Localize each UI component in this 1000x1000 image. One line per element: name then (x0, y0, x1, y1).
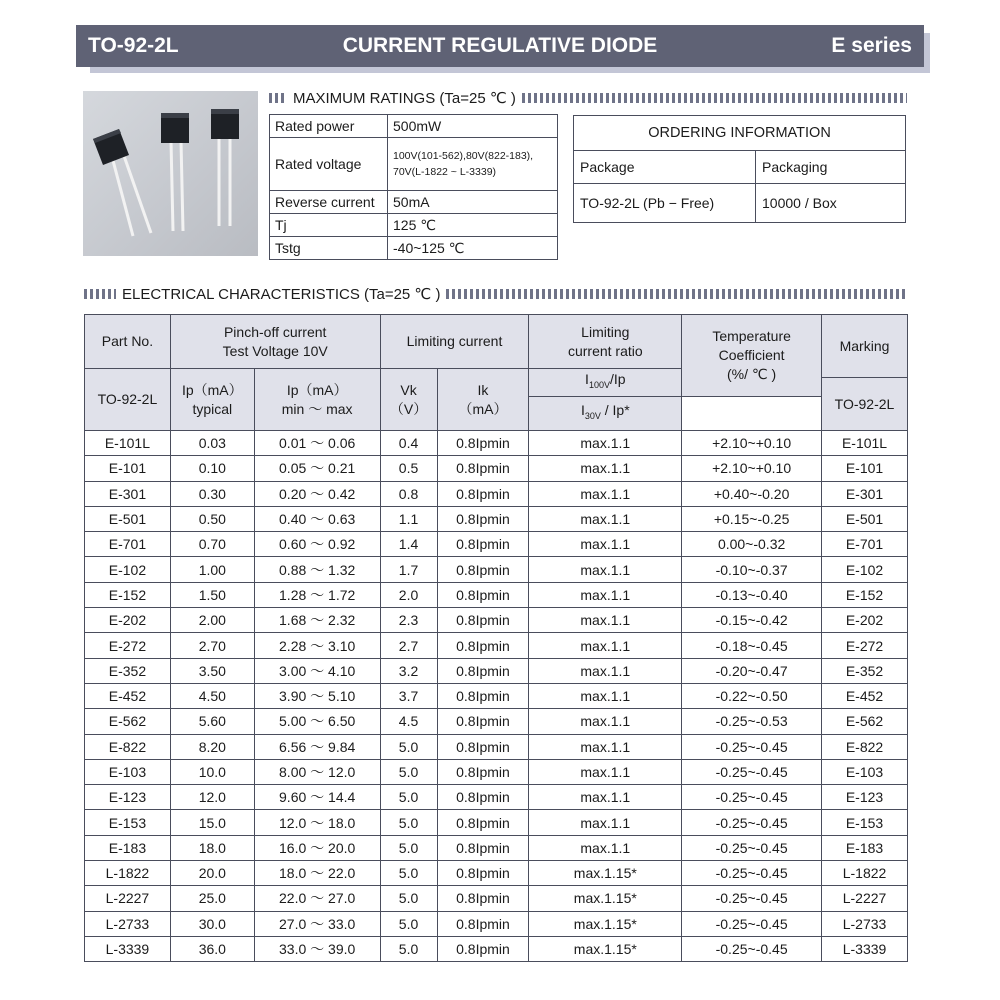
ik-line2: （mA） (458, 400, 508, 417)
cell-ik: 0.8Ipmin (437, 810, 529, 835)
cell-ik: 0.8Ipmin (437, 532, 529, 557)
rating-value (388, 138, 558, 191)
cell-vk: 2.7 (380, 633, 437, 658)
cell-ik: 0.8Ipmin (437, 911, 529, 936)
cell-vk: 1.1 (380, 506, 437, 531)
cell-vk: 5.0 (380, 810, 437, 835)
table-row (85, 481, 908, 506)
cell-vk: 5.0 (380, 734, 437, 759)
cell-ip-typical: 0.50 (170, 506, 254, 531)
cell-current-ratio: max.1.15* (529, 886, 682, 911)
table-row (270, 115, 558, 138)
cell-part-no: E-501 (85, 506, 171, 531)
cell-marking: L-3339 (822, 936, 908, 961)
rating-value: 50mA (388, 191, 558, 214)
cell-temp-coefficient: -0.25~-0.45 (682, 810, 822, 835)
cell-part-no: E-152 (85, 582, 171, 607)
cell-ip-range: 0.40 ～ 0.63 (254, 506, 380, 531)
cell-vk: 4.5 (380, 709, 437, 734)
product-photo (83, 91, 258, 256)
header-vk (380, 369, 437, 431)
cell-vk: 0.4 (380, 431, 437, 456)
cell-current-ratio: max.1.1 (529, 506, 682, 531)
cell-ip-range: 0.20 ～ 0.42 (254, 481, 380, 506)
table-row (85, 456, 908, 481)
cell-part-no: E-153 (85, 810, 171, 835)
table-row (85, 532, 908, 557)
cell-ip-typical: 20.0 (170, 861, 254, 886)
ordering-packaging-value: 10000 / Box (756, 184, 906, 223)
cell-marking: E-152 (822, 582, 908, 607)
ip-range-line1: Ip（mA） (286, 381, 348, 398)
cell-ip-typical: 0.10 (170, 456, 254, 481)
heading-dash (522, 93, 907, 103)
cell-ip-range: 16.0 ～ 20.0 (254, 835, 380, 860)
heading-dash (269, 93, 287, 103)
table-row (270, 138, 558, 191)
header-temperature-coefficient (682, 315, 822, 397)
rating-label: Tstg (270, 237, 388, 260)
cell-current-ratio: max.1.1 (529, 431, 682, 456)
table-row (85, 608, 908, 633)
cell-temp-coefficient: -0.22~-0.50 (682, 683, 822, 708)
cell-ik: 0.8Ipmin (437, 886, 529, 911)
table-row (85, 936, 908, 961)
table-row (85, 683, 908, 708)
cell-temp-coefficient: -0.25~-0.45 (682, 936, 822, 961)
diode-components-illustration (83, 91, 258, 256)
ratio-line2: current ratio (567, 342, 643, 359)
cell-ip-typical: 12.0 (170, 785, 254, 810)
cell-current-ratio: max.1.1 (529, 759, 682, 784)
cell-marking: E-202 (822, 608, 908, 633)
cell-marking: E-101 (822, 456, 908, 481)
cell-vk: 0.5 (380, 456, 437, 481)
cell-marking: E-822 (822, 734, 908, 759)
ip-range-line2: min ～ max (281, 400, 353, 417)
max-ratings-heading (269, 89, 907, 107)
table-row (85, 709, 908, 734)
cell-temp-coefficient: -0.25~-0.45 (682, 785, 822, 810)
cell-ip-range: 8.00 ～ 12.0 (254, 759, 380, 784)
rated-voltage-line2: 70V(L-1822 ~ L-3339) (393, 166, 497, 178)
table-row (85, 734, 908, 759)
cell-ik: 0.8Ipmin (437, 861, 529, 886)
cell-temp-coefficient: +0.15~-0.25 (682, 506, 822, 531)
cell-ip-typical: 8.20 (170, 734, 254, 759)
cell-current-ratio: max.1.15* (529, 936, 682, 961)
cell-temp-coefficient: -0.20~-0.47 (682, 658, 822, 683)
rating-value: -40~125 ℃ (388, 237, 558, 260)
cell-current-ratio: max.1.1 (529, 557, 682, 582)
cell-ik: 0.8Ipmin (437, 734, 529, 759)
cell-temp-coefficient: -0.25~-0.45 (682, 861, 822, 886)
cell-marking: E-183 (822, 835, 908, 860)
cell-current-ratio: max.1.1 (529, 658, 682, 683)
cell-temp-coefficient: +2.10~+0.10 (682, 456, 822, 481)
ip-typical-line2: typical (192, 400, 233, 417)
cell-vk: 0.8 (380, 481, 437, 506)
cell-current-ratio: max.1.1 (529, 456, 682, 481)
table-row (85, 810, 908, 835)
cell-vk: 5.0 (380, 759, 437, 784)
package-title: TO-92-2L (88, 34, 179, 57)
header-ratio-30v (529, 397, 682, 431)
header-ip-range (254, 369, 380, 431)
table-row (85, 835, 908, 860)
header-package: TO-92-2L (85, 369, 171, 431)
table-row (270, 237, 558, 260)
cell-current-ratio: max.1.1 (529, 835, 682, 860)
component-right (211, 109, 239, 226)
ratio-b-main: I (580, 402, 585, 419)
temp-line3: (%/ ℃ ) (727, 366, 777, 382)
table-row (270, 214, 558, 237)
cell-marking: E-101L (822, 431, 908, 456)
cell-vk: 5.0 (380, 911, 437, 936)
rating-label: Reverse current (270, 191, 388, 214)
cell-current-ratio: max.1.1 (529, 633, 682, 658)
cell-part-no: E-701 (85, 532, 171, 557)
cell-ip-range: 22.0 ～ 27.0 (254, 886, 380, 911)
cell-part-no: E-822 (85, 734, 171, 759)
cell-ip-typical: 18.0 (170, 835, 254, 860)
cell-ip-typical: 0.03 (170, 431, 254, 456)
table-row (85, 861, 908, 886)
cell-temp-coefficient: -0.18~-0.45 (682, 633, 822, 658)
cell-temp-coefficient: -0.25~-0.45 (682, 835, 822, 860)
table-row (574, 151, 906, 184)
cell-temp-coefficient: 0.00~-0.32 (682, 532, 822, 557)
header-pinch-off (170, 315, 380, 369)
electrical-table (84, 314, 908, 962)
cell-ip-typical: 3.50 (170, 658, 254, 683)
cell-marking: E-102 (822, 557, 908, 582)
cell-part-no: E-101 (85, 456, 171, 481)
temp-line2: Coefficient (718, 347, 785, 363)
ordering-table (573, 115, 906, 223)
ratio-b-sub: 30V (584, 410, 601, 421)
cell-vk: 5.0 (380, 936, 437, 961)
cell-marking: E-103 (822, 759, 908, 784)
header-part-no: Part No. (85, 315, 171, 369)
cell-ip-typical: 0.30 (170, 481, 254, 506)
cell-ip-range: 27.0 ～ 33.0 (254, 911, 380, 936)
header-ip-typical (170, 369, 254, 431)
ordering-package-value: TO-92-2L (Pb − Free) (574, 184, 756, 223)
cell-ik: 0.8Ipmin (437, 936, 529, 961)
ordering-header-package: Package (574, 151, 756, 184)
cell-part-no: L-2733 (85, 911, 171, 936)
table-row (85, 431, 908, 456)
cell-ip-range: 1.28 ～ 1.72 (254, 582, 380, 607)
cell-ip-typical: 30.0 (170, 911, 254, 936)
cell-marking: E-153 (822, 810, 908, 835)
cell-marking: E-352 (822, 658, 908, 683)
cell-vk: 5.0 (380, 861, 437, 886)
ratio-a-main: I (585, 371, 589, 388)
cell-ik: 0.8Ipmin (437, 658, 529, 683)
table-row (85, 911, 908, 936)
cell-ik: 0.8Ipmin (437, 785, 529, 810)
cell-current-ratio: max.1.1 (529, 532, 682, 557)
pinch-line2: Test Voltage 10V (222, 342, 328, 359)
table-row (85, 633, 908, 658)
series-title: E series (831, 34, 912, 57)
vk-line2: （V） (389, 400, 428, 417)
cell-ip-range: 6.56 ～ 9.84 (254, 734, 380, 759)
cell-vk: 3.2 (380, 658, 437, 683)
header-current-ratio (529, 315, 682, 369)
cell-ip-typical: 1.00 (170, 557, 254, 582)
cell-current-ratio: max.1.1 (529, 683, 682, 708)
ratio-b-tail: / Ip* (600, 402, 630, 419)
cell-ip-range: 0.88 ～ 1.32 (254, 557, 380, 582)
cell-vk: 2.3 (380, 608, 437, 633)
cell-part-no: E-452 (85, 683, 171, 708)
electrical-table-body (85, 431, 908, 962)
component-left (93, 129, 151, 236)
electrical-title: ELECTRICAL CHARACTERISTICS (Ta=25 ℃ ) (122, 286, 441, 303)
table-row (574, 184, 906, 223)
cell-part-no: E-352 (85, 658, 171, 683)
cell-ip-typical: 15.0 (170, 810, 254, 835)
cell-ip-typical: 25.0 (170, 886, 254, 911)
ratio-a-tail: /Ip (609, 371, 626, 388)
max-ratings-table (269, 114, 558, 260)
table-row (574, 116, 906, 151)
cell-temp-coefficient: -0.13~-0.40 (682, 582, 822, 607)
cell-ik: 0.8Ipmin (437, 608, 529, 633)
header-marking-package: TO-92-2L (822, 378, 908, 431)
rating-label: Tj (270, 214, 388, 237)
cell-current-ratio: max.1.1 (529, 785, 682, 810)
max-ratings-title: MAXIMUM RATINGS (Ta=25 ℃ ) (293, 90, 516, 107)
cell-part-no: E-562 (85, 709, 171, 734)
cell-ip-typical: 2.70 (170, 633, 254, 658)
cell-part-no: E-103 (85, 759, 171, 784)
table-row (85, 582, 908, 607)
pinch-line1: Pinch-off current (223, 323, 327, 340)
cell-vk: 1.4 (380, 532, 437, 557)
cell-temp-coefficient: -0.15~-0.42 (682, 608, 822, 633)
cell-ik: 0.8Ipmin (437, 759, 529, 784)
cell-temp-coefficient: -0.25~-0.45 (682, 911, 822, 936)
table-header-row (85, 315, 908, 369)
cell-ip-typical: 0.70 (170, 532, 254, 557)
ratio-line1: Limiting (581, 323, 630, 340)
cell-ip-typical: 1.50 (170, 582, 254, 607)
cell-marking: L-2227 (822, 886, 908, 911)
cell-temp-coefficient: -0.10~-0.37 (682, 557, 822, 582)
rated-voltage-line1: 100V(101-562),80V(822-183), (393, 150, 534, 162)
cell-temp-coefficient: +2.10~+0.10 (682, 431, 822, 456)
cell-ip-range: 1.68 ～ 2.32 (254, 608, 380, 633)
header-limiting-current: Limiting current (380, 315, 529, 369)
cell-part-no: L-3339 (85, 936, 171, 961)
cell-current-ratio: max.1.15* (529, 911, 682, 936)
cell-marking: E-123 (822, 785, 908, 810)
rating-label: Rated voltage (270, 138, 388, 191)
cell-ip-typical: 10.0 (170, 759, 254, 784)
cell-part-no: E-202 (85, 608, 171, 633)
cell-part-no: E-183 (85, 835, 171, 860)
heading-dash (84, 289, 116, 299)
electrical-heading (84, 285, 908, 303)
cell-temp-coefficient: +0.40~-0.20 (682, 481, 822, 506)
cell-ik: 0.8Ipmin (437, 506, 529, 531)
cell-part-no: E-272 (85, 633, 171, 658)
cell-marking: E-562 (822, 709, 908, 734)
rating-value: 500mW (388, 115, 558, 138)
table-row (85, 557, 908, 582)
rating-label: Rated power (270, 115, 388, 138)
component-middle (161, 113, 189, 231)
cell-ip-range: 0.05 ～ 0.21 (254, 456, 380, 481)
cell-part-no: E-301 (85, 481, 171, 506)
cell-part-no: L-1822 (85, 861, 171, 886)
cell-current-ratio: max.1.1 (529, 734, 682, 759)
page-title: CURRENT REGULATIVE DIODE (342, 34, 658, 57)
cell-ik: 0.8Ipmin (437, 557, 529, 582)
cell-ip-range: 9.60 ～ 14.4 (254, 785, 380, 810)
cell-vk: 2.0 (380, 582, 437, 607)
cell-ip-range: 5.00 ～ 6.50 (254, 709, 380, 734)
cell-vk: 5.0 (380, 886, 437, 911)
cell-ik: 0.8Ipmin (437, 582, 529, 607)
table-row (85, 886, 908, 911)
cell-current-ratio: max.1.1 (529, 709, 682, 734)
cell-ik: 0.8Ipmin (437, 431, 529, 456)
ordering-header-packaging: Packaging (756, 151, 906, 184)
cell-ip-typical: 4.50 (170, 683, 254, 708)
header-banner (76, 25, 924, 67)
header-marking: Marking (822, 315, 908, 378)
ordering-title: ORDERING INFORMATION (574, 116, 906, 151)
header-ratio-100v (529, 369, 682, 397)
temp-line1: Temperature (712, 328, 791, 344)
header-ik (437, 369, 529, 431)
cell-temp-coefficient: -0.25~-0.45 (682, 886, 822, 911)
cell-part-no: E-101L (85, 431, 171, 456)
ip-typical-line1: Ip（mA） (181, 381, 243, 398)
cell-ip-range: 33.0 ～ 39.0 (254, 936, 380, 961)
cell-marking: L-1822 (822, 861, 908, 886)
cell-ip-range: 3.90 ～ 5.10 (254, 683, 380, 708)
cell-ip-range: 18.0 ～ 22.0 (254, 861, 380, 886)
cell-part-no: E-123 (85, 785, 171, 810)
heading-dash (446, 289, 908, 299)
cell-ip-range: 0.01 ～ 0.06 (254, 431, 380, 456)
cell-current-ratio: max.1.15* (529, 861, 682, 886)
cell-marking: E-272 (822, 633, 908, 658)
cell-ik: 0.8Ipmin (437, 481, 529, 506)
cell-part-no: L-2227 (85, 886, 171, 911)
cell-ik: 0.8Ipmin (437, 709, 529, 734)
vk-line1: Vk (400, 381, 417, 398)
cell-part-no: E-102 (85, 557, 171, 582)
cell-ip-typical: 2.00 (170, 608, 254, 633)
cell-ip-typical: 36.0 (170, 936, 254, 961)
cell-current-ratio: max.1.1 (529, 810, 682, 835)
table-row (85, 759, 908, 784)
cell-vk: 5.0 (380, 835, 437, 860)
cell-ip-range: 12.0 ～ 18.0 (254, 810, 380, 835)
cell-marking: E-452 (822, 683, 908, 708)
cell-ik: 0.8Ipmin (437, 633, 529, 658)
cell-temp-coefficient: -0.25~-0.45 (682, 759, 822, 784)
cell-ik: 0.8Ipmin (437, 835, 529, 860)
cell-ip-typical: 5.60 (170, 709, 254, 734)
cell-ik: 0.8Ipmin (437, 683, 529, 708)
table-row (85, 506, 908, 531)
rating-value: 125 ℃ (388, 214, 558, 237)
cell-current-ratio: max.1.1 (529, 582, 682, 607)
cell-ip-range: 2.28 ～ 3.10 (254, 633, 380, 658)
cell-current-ratio: max.1.1 (529, 481, 682, 506)
cell-marking: E-301 (822, 481, 908, 506)
cell-vk: 3.7 (380, 683, 437, 708)
cell-temp-coefficient: -0.25~-0.45 (682, 734, 822, 759)
cell-marking: L-2733 (822, 911, 908, 936)
table-row (85, 658, 908, 683)
table-row (85, 785, 908, 810)
cell-temp-coefficient: -0.25~-0.53 (682, 709, 822, 734)
cell-vk: 1.7 (380, 557, 437, 582)
ik-line1: Ik (477, 381, 489, 398)
cell-ip-range: 0.60 ～ 0.92 (254, 532, 380, 557)
table-row (270, 191, 558, 214)
ratio-a-sub: 100V (588, 379, 610, 390)
cell-marking: E-701 (822, 532, 908, 557)
cell-ik: 0.8Ipmin (437, 456, 529, 481)
cell-vk: 5.0 (380, 785, 437, 810)
cell-marking: E-501 (822, 506, 908, 531)
cell-ip-range: 3.00 ～ 4.10 (254, 658, 380, 683)
cell-current-ratio: max.1.1 (529, 608, 682, 633)
